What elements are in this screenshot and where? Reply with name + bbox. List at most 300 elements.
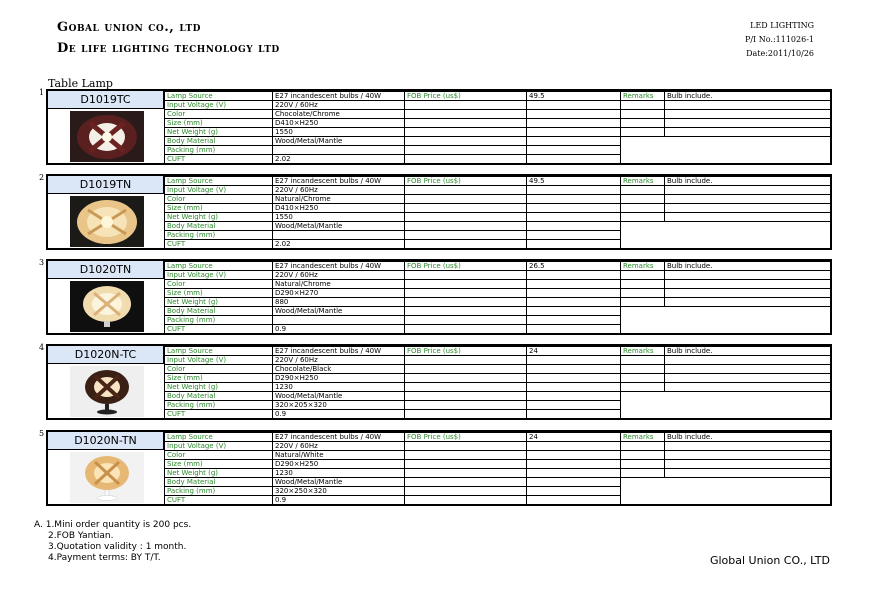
empty-cell <box>621 374 665 383</box>
label-lamp-source: Lamp Source <box>165 433 273 442</box>
empty-cell <box>527 478 621 487</box>
spec-row <box>165 298 831 307</box>
empty-cell <box>405 487 527 496</box>
label-body-material: Body Material <box>165 392 273 401</box>
product-block <box>46 89 832 165</box>
empty-cell <box>665 204 831 213</box>
empty-cell <box>405 307 527 316</box>
empty-cell <box>665 325 831 334</box>
label-remarks: Remarks <box>621 433 665 442</box>
label-body-material: Body Material <box>165 307 273 316</box>
empty-cell <box>621 356 665 365</box>
empty-cell <box>621 186 665 195</box>
empty-cell <box>405 478 527 487</box>
spec-row <box>165 231 831 240</box>
product-block <box>46 430 832 506</box>
value-price: 24 <box>527 347 621 356</box>
spec-row <box>165 146 831 155</box>
value-cuft: 0.9 <box>273 325 405 334</box>
empty-cell <box>665 101 831 110</box>
empty-cell <box>527 231 621 240</box>
label-body-material: Body Material <box>165 137 273 146</box>
spec-row <box>165 325 831 334</box>
label-packing: Packing (mm) <box>165 401 273 410</box>
empty-cell <box>621 478 665 487</box>
spec-row <box>165 213 831 222</box>
empty-cell <box>405 213 527 222</box>
empty-cell <box>527 271 621 280</box>
spec-row <box>165 356 831 365</box>
label-net-weight: Net Weight (g) <box>165 298 273 307</box>
empty-cell <box>405 222 527 231</box>
value-material: Wood/Metal/Mantle <box>273 222 405 231</box>
empty-cell <box>527 186 621 195</box>
empty-cell <box>621 119 665 128</box>
empty-cell <box>405 442 527 451</box>
value-packing <box>273 146 405 155</box>
value-color: Natural/Chrome <box>273 280 405 289</box>
spec-row <box>165 316 831 325</box>
category-label: LED LIGHTING <box>750 21 814 30</box>
empty-cell <box>527 469 621 478</box>
value-lamp-source: E27 incandescent bulbs / 40W <box>273 433 405 442</box>
empty-cell <box>527 195 621 204</box>
company-header <box>57 20 280 56</box>
document-info <box>745 19 814 61</box>
empty-cell <box>621 289 665 298</box>
empty-cell <box>665 442 831 451</box>
label-cuft: CUFT <box>165 496 273 505</box>
empty-cell <box>527 146 621 155</box>
lamp-chocolate-black-image <box>70 366 144 417</box>
value-remarks: Bulb include. <box>665 262 831 271</box>
product-number: 3 <box>39 258 45 267</box>
empty-cell <box>405 401 527 410</box>
empty-cell <box>405 298 527 307</box>
empty-cell <box>621 146 665 155</box>
spec-row <box>165 195 831 204</box>
empty-cell <box>527 222 621 231</box>
empty-cell <box>665 316 831 325</box>
document-date: Date:2011/10/26 <box>746 49 814 58</box>
empty-cell <box>527 298 621 307</box>
spec-row <box>165 383 831 392</box>
value-material: Wood/Metal/Mantle <box>273 392 405 401</box>
empty-cell <box>405 383 527 392</box>
empty-cell <box>527 460 621 469</box>
empty-cell <box>527 240 621 249</box>
value-cuft: 2.02 <box>273 155 405 164</box>
label-color: Color <box>165 365 273 374</box>
product-code: D1019TN <box>48 176 164 194</box>
label-input-voltage: Input Voltage (V) <box>165 186 273 195</box>
spec-row <box>165 496 831 505</box>
label-input-voltage: Input Voltage (V) <box>165 271 273 280</box>
spec-row <box>165 487 831 496</box>
spec-row <box>165 365 831 374</box>
spec-row <box>165 392 831 401</box>
label-lamp-source: Lamp Source <box>165 92 273 101</box>
empty-cell <box>665 460 831 469</box>
empty-cell <box>665 401 831 410</box>
empty-cell <box>405 128 527 137</box>
empty-cell <box>405 186 527 195</box>
empty-cell <box>405 195 527 204</box>
value-packing: 320×205×320 <box>273 401 405 410</box>
spec-row <box>165 128 831 137</box>
value-packing <box>273 316 405 325</box>
value-voltage: 220V / 60Hz <box>273 101 405 110</box>
empty-cell <box>621 307 665 316</box>
value-weight: 1550 <box>273 213 405 222</box>
value-price: 49.5 <box>527 177 621 186</box>
spec-row <box>165 101 831 110</box>
spec-row <box>165 347 831 356</box>
value-color: Chocolate/Chrome <box>273 110 405 119</box>
spec-row <box>165 460 831 469</box>
section-title: Table Lamp <box>48 77 113 90</box>
spec-row <box>165 186 831 195</box>
empty-cell <box>405 410 527 419</box>
value-voltage: 220V / 60Hz <box>273 356 405 365</box>
lamp-natural-image <box>70 196 144 247</box>
label-packing: Packing (mm) <box>165 231 273 240</box>
empty-cell <box>527 365 621 374</box>
empty-cell <box>621 451 665 460</box>
value-cuft: 0.9 <box>273 496 405 505</box>
label-net-weight: Net Weight (g) <box>165 469 273 478</box>
spec-row <box>165 451 831 460</box>
empty-cell <box>665 307 831 316</box>
label-body-material: Body Material <box>165 222 273 231</box>
empty-cell <box>405 289 527 298</box>
empty-cell <box>527 451 621 460</box>
spec-table <box>164 91 831 163</box>
empty-cell <box>621 231 665 240</box>
empty-cell <box>665 280 831 289</box>
spec-table <box>164 346 831 418</box>
label-input-voltage: Input Voltage (V) <box>165 442 273 451</box>
empty-cell <box>621 487 665 496</box>
empty-cell <box>405 110 527 119</box>
empty-cell <box>405 119 527 128</box>
empty-cell <box>527 155 621 164</box>
empty-cell <box>405 101 527 110</box>
value-material: Wood/Metal/Mantle <box>273 137 405 146</box>
empty-cell <box>405 365 527 374</box>
empty-cell <box>621 298 665 307</box>
empty-cell <box>405 204 527 213</box>
empty-cell <box>665 478 831 487</box>
product-code: D1020TN <box>48 261 164 279</box>
empty-cell <box>665 146 831 155</box>
label-packing: Packing (mm) <box>165 487 273 496</box>
label-fob-price: FOB Price (us$) <box>405 92 527 101</box>
empty-cell <box>405 392 527 401</box>
value-material: Wood/Metal/Mantle <box>273 478 405 487</box>
value-weight: 1230 <box>273 383 405 392</box>
value-size: D290×H250 <box>273 374 405 383</box>
empty-cell <box>665 410 831 419</box>
value-size: D410×H250 <box>273 204 405 213</box>
product-number: 1 <box>39 88 45 97</box>
empty-cell <box>665 356 831 365</box>
empty-cell <box>527 325 621 334</box>
value-price: 24 <box>527 433 621 442</box>
label-color: Color <box>165 280 273 289</box>
empty-cell <box>665 365 831 374</box>
empty-cell <box>665 240 831 249</box>
empty-cell <box>621 383 665 392</box>
empty-cell <box>665 289 831 298</box>
label-input-voltage: Input Voltage (V) <box>165 101 273 110</box>
value-weight: 1550 <box>273 128 405 137</box>
value-size: D410×H250 <box>273 119 405 128</box>
empty-cell <box>621 325 665 334</box>
value-price: 26.5 <box>527 262 621 271</box>
empty-cell <box>527 128 621 137</box>
value-cuft: 0.9 <box>273 410 405 419</box>
spec-row <box>165 262 831 271</box>
label-size: Size (mm) <box>165 289 273 298</box>
empty-cell <box>621 110 665 119</box>
label-fob-price: FOB Price (us$) <box>405 262 527 271</box>
empty-cell <box>621 280 665 289</box>
empty-cell <box>665 374 831 383</box>
lamp-natural-white-image <box>70 452 144 503</box>
company-name-1: Gobal union co., ltd <box>57 20 201 35</box>
note-3: 3.Quotation validity : 1 month. <box>48 542 187 552</box>
empty-cell <box>665 128 831 137</box>
empty-cell <box>621 365 665 374</box>
empty-cell <box>527 137 621 146</box>
label-body-material: Body Material <box>165 478 273 487</box>
empty-cell <box>527 356 621 365</box>
value-price: 49.5 <box>527 92 621 101</box>
note-1: A. 1.Mini order quantity is 200 pcs. <box>34 520 192 530</box>
spec-row <box>165 92 831 101</box>
value-weight: 1230 <box>273 469 405 478</box>
empty-cell <box>665 487 831 496</box>
spec-row <box>165 240 831 249</box>
empty-cell <box>621 213 665 222</box>
empty-cell <box>527 204 621 213</box>
empty-cell <box>405 496 527 505</box>
product-code: D1020N-TC <box>48 346 164 364</box>
empty-cell <box>405 231 527 240</box>
spec-row <box>165 280 831 289</box>
label-fob-price: FOB Price (us$) <box>405 347 527 356</box>
empty-cell <box>405 316 527 325</box>
empty-cell <box>665 119 831 128</box>
empty-cell <box>665 195 831 204</box>
spec-row <box>165 401 831 410</box>
empty-cell <box>665 110 831 119</box>
product-number: 5 <box>39 429 45 438</box>
empty-cell <box>405 146 527 155</box>
empty-cell <box>527 401 621 410</box>
label-size: Size (mm) <box>165 119 273 128</box>
label-cuft: CUFT <box>165 155 273 164</box>
value-size: D290×H270 <box>273 289 405 298</box>
spec-row <box>165 307 831 316</box>
empty-cell <box>527 280 621 289</box>
label-net-weight: Net Weight (g) <box>165 213 273 222</box>
label-lamp-source: Lamp Source <box>165 177 273 186</box>
empty-cell <box>621 204 665 213</box>
value-color: Natural/Chrome <box>273 195 405 204</box>
empty-cell <box>665 383 831 392</box>
label-packing: Packing (mm) <box>165 316 273 325</box>
empty-cell <box>405 155 527 164</box>
spec-row <box>165 410 831 419</box>
spec-table <box>164 176 831 248</box>
empty-cell <box>527 442 621 451</box>
empty-cell <box>665 222 831 231</box>
value-lamp-source: E27 incandescent bulbs / 40W <box>273 177 405 186</box>
empty-cell <box>621 410 665 419</box>
label-lamp-source: Lamp Source <box>165 347 273 356</box>
label-size: Size (mm) <box>165 204 273 213</box>
spec-table <box>164 432 831 504</box>
product-block <box>46 344 832 420</box>
empty-cell <box>621 401 665 410</box>
value-cuft: 2.02 <box>273 240 405 249</box>
spec-row <box>165 137 831 146</box>
empty-cell <box>665 231 831 240</box>
empty-cell <box>405 374 527 383</box>
spec-row <box>165 433 831 442</box>
value-lamp-source: E27 incandescent bulbs / 40W <box>273 262 405 271</box>
value-material: Wood/Metal/Mantle <box>273 307 405 316</box>
label-fob-price: FOB Price (us$) <box>405 177 527 186</box>
spec-row <box>165 469 831 478</box>
label-net-weight: Net Weight (g) <box>165 128 273 137</box>
label-remarks: Remarks <box>621 177 665 186</box>
label-cuft: CUFT <box>165 410 273 419</box>
label-net-weight: Net Weight (g) <box>165 383 273 392</box>
label-size: Size (mm) <box>165 374 273 383</box>
value-packing <box>273 231 405 240</box>
spec-row <box>165 289 831 298</box>
empty-cell <box>621 316 665 325</box>
label-packing: Packing (mm) <box>165 146 273 155</box>
spec-table <box>164 261 831 333</box>
spec-row <box>165 204 831 213</box>
empty-cell <box>405 137 527 146</box>
spec-row <box>165 155 831 164</box>
label-lamp-source: Lamp Source <box>165 262 273 271</box>
empty-cell <box>405 240 527 249</box>
value-size: D290×H250 <box>273 460 405 469</box>
value-remarks: Bulb include. <box>665 347 831 356</box>
value-voltage: 220V / 60Hz <box>273 271 405 280</box>
value-lamp-source: E27 incandescent bulbs / 40W <box>273 347 405 356</box>
product-code: D1020N-TN <box>48 432 164 450</box>
spec-row <box>165 478 831 487</box>
empty-cell <box>527 213 621 222</box>
empty-cell <box>665 469 831 478</box>
empty-cell <box>527 307 621 316</box>
label-cuft: CUFT <box>165 325 273 334</box>
empty-cell <box>621 128 665 137</box>
value-remarks: Bulb include. <box>665 92 831 101</box>
empty-cell <box>621 271 665 280</box>
empty-cell <box>405 451 527 460</box>
spec-row <box>165 222 831 231</box>
value-remarks: Bulb include. <box>665 177 831 186</box>
empty-cell <box>621 496 665 505</box>
value-lamp-source: E27 incandescent bulbs / 40W <box>273 92 405 101</box>
label-remarks: Remarks <box>621 347 665 356</box>
empty-cell <box>621 442 665 451</box>
empty-cell <box>527 374 621 383</box>
empty-cell <box>665 451 831 460</box>
empty-cell <box>621 155 665 164</box>
empty-cell <box>405 469 527 478</box>
empty-cell <box>405 325 527 334</box>
label-fob-price: FOB Price (us$) <box>405 433 527 442</box>
note-2: 2.FOB Yantian. <box>48 531 114 541</box>
label-color: Color <box>165 110 273 119</box>
product-block <box>46 174 832 250</box>
spec-row <box>165 110 831 119</box>
label-size: Size (mm) <box>165 460 273 469</box>
empty-cell <box>527 289 621 298</box>
empty-cell <box>665 271 831 280</box>
empty-cell <box>405 271 527 280</box>
label-remarks: Remarks <box>621 262 665 271</box>
empty-cell <box>527 487 621 496</box>
empty-cell <box>621 195 665 204</box>
empty-cell <box>405 280 527 289</box>
label-color: Color <box>165 451 273 460</box>
value-remarks: Bulb include. <box>665 433 831 442</box>
empty-cell <box>621 240 665 249</box>
empty-cell <box>665 213 831 222</box>
empty-cell <box>527 316 621 325</box>
empty-cell <box>621 101 665 110</box>
spec-row <box>165 442 831 451</box>
notes <box>34 520 191 564</box>
empty-cell <box>527 410 621 419</box>
note-4: 4.Payment terms: BY T/T. <box>48 553 161 563</box>
value-voltage: 220V / 60Hz <box>273 186 405 195</box>
empty-cell <box>405 460 527 469</box>
empty-cell <box>665 155 831 164</box>
empty-cell <box>621 222 665 231</box>
empty-cell <box>527 101 621 110</box>
lamp-chocolate-image <box>70 111 144 162</box>
product-number: 4 <box>39 343 45 352</box>
label-remarks: Remarks <box>621 92 665 101</box>
empty-cell <box>527 110 621 119</box>
spec-row <box>165 119 831 128</box>
empty-cell <box>527 496 621 505</box>
value-color: Chocolate/Black <box>273 365 405 374</box>
value-weight: 880 <box>273 298 405 307</box>
empty-cell <box>665 186 831 195</box>
pi-number: P/I No.:111026-1 <box>744 35 814 44</box>
empty-cell <box>621 392 665 401</box>
value-color: Natural/White <box>273 451 405 460</box>
value-voltage: 220V / 60Hz <box>273 442 405 451</box>
spec-row <box>165 177 831 186</box>
empty-cell <box>405 356 527 365</box>
empty-cell <box>527 383 621 392</box>
label-color: Color <box>165 195 273 204</box>
empty-cell <box>621 460 665 469</box>
